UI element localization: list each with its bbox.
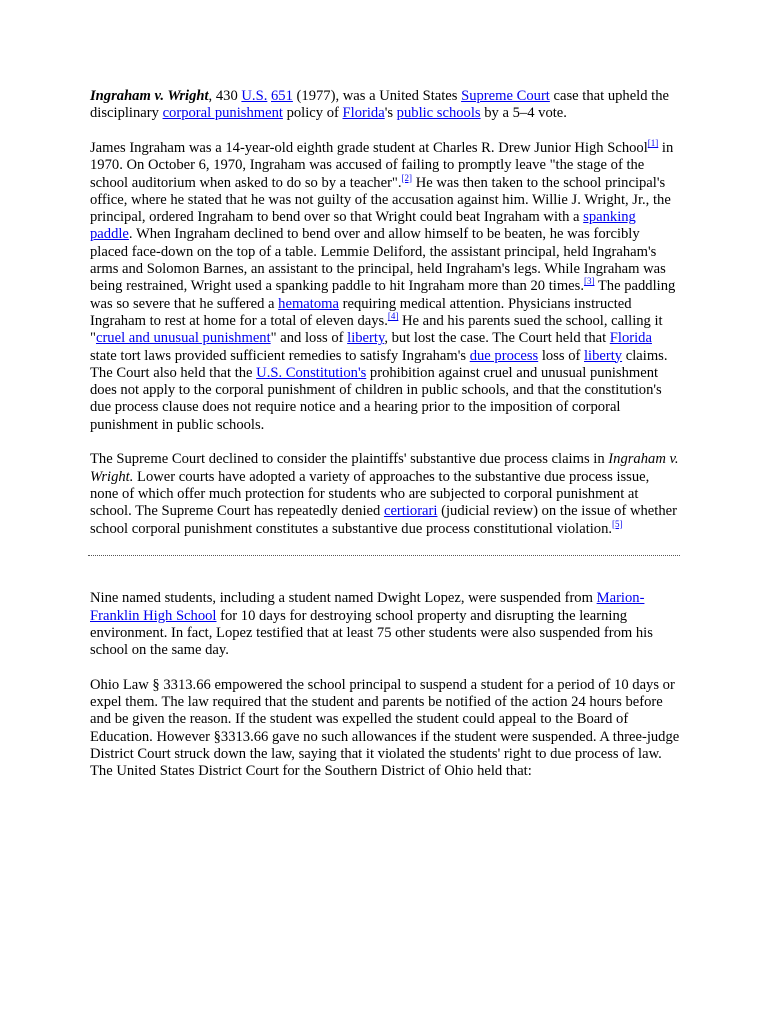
link-florida[interactable]: Florida: [342, 105, 385, 122]
paragraph-case-summary: Ingraham v. Wright, 430 U.S. 651 (1977), was a United States Supreme Court case that upheld the disciplinary corporal punishment policy of Florida's public schools by a 5–4 vote.: [90, 88, 670, 122]
link-due-process[interactable]: due process: [469, 347, 539, 364]
document-page: [90, 88, 680, 798]
link-public-schools[interactable]: public schools: [396, 105, 481, 122]
footnote-ref-4[interactable]: [4]: [387, 310, 399, 321]
footnote-ref-3[interactable]: [3]: [584, 276, 595, 287]
link-certiorari[interactable]: certiorari: [383, 503, 438, 520]
paragraph-case-facts: James Ingraham was a 14-year-old eighth grade student at Charles R. Drew Junior High School[1] in 1970. On October 6, 1970, Ingraham was accused of failing to promptly leave "the stage of the school auditorium when asked to do so by a teacher".[2] He was then taken to the school principal's office, where he stated that he was not guilty of the accusation against him. Willie J. Wright, Jr., the principal, ordered Ingraham to bend over so that Wright could beat Ingraham with a spanking paddle. When Ingraham declined to bend over and allow himself to be beaten, he was forcibly placed face-down on the top of a table. Lemmie Deliford, the assistant principal, held Ingraham's arms and Solomon Barnes, an assistant to the principal, held Ingraham's legs. While Ingraham was being restrained, Wright used a spanking paddle to hit Ingraham more than 20 times.[3] The paddling was so severe that he suffered a hematoma requiring medical attention. Physicians instructed Ingraham to rest at home for a total of eleven days.[4] He and his parents sued the school, calling it "cruel and unusual punishment" and loss of liberty, but lost the case. The Court held that Florida state tort laws provided sufficient remedies to satisfy Ingraham's due process loss of liberty claims. The Court also held that the U.S. Constitution's prohibition against cruel and unusual punishment does not apply to the corporal punishment of children in public schools, and that the constitution's due process clause does not require notice and a hearing prior to the imposition of corporal punishment in public schools.: [90, 137, 676, 433]
case-name: Ingraham v. Wright: [90, 88, 209, 104]
link-marion-franklin-high-school[interactable]: Marion-Franklin High School: [90, 590, 645, 624]
footnote-ref-1[interactable]: [1]: [647, 137, 659, 148]
paragraph-substantive-due-process: The Supreme Court declined to consider the plaintiffs' substantive due process claims in Ingraham v. Wright. Lower courts have adopted a variety of approaches to the substantive due process issue, none of which offer much protection for students who are subjected to corporal punishment at school. The Supreme Court has repeatedly denied certiorari (judicial review) on the issue of whether school corporal punishment constitutes a substantive due process constitutional violation.[5]: [90, 451, 679, 537]
link-us[interactable]: U.S.: [241, 88, 268, 104]
link-florida-2[interactable]: Florida: [609, 330, 652, 347]
paragraph-ohio-law: Ohio Law § 3313.66 empowered the school principal to suspend a student for a period of 10 days or expel them. The law required that the student and parents be notified of the action 24 hours before and be given the reason. If the student was expelled the student could appeal to the Board of Education. However §3313.66 gave no such allowances if the student were suspended. A three-judge District Court struck down the law, saying that it violated the students' right to due process of law. The United States District Court for the Southern District of Ohio held that:: [90, 676, 680, 780]
link-651[interactable]: 651: [271, 88, 293, 104]
section-divider: [88, 555, 680, 556]
case-name-italic: Ingraham v. Wright.: [90, 451, 679, 485]
link-liberty-2[interactable]: liberty: [584, 347, 623, 364]
link-liberty[interactable]: liberty: [347, 330, 385, 347]
link-corporal-punishment[interactable]: corporal punishment: [162, 105, 283, 122]
link-us-constitution[interactable]: U.S. Constitution's: [256, 364, 367, 381]
footnote-ref-2[interactable]: [2]: [401, 172, 413, 183]
link-supreme-court[interactable]: Supreme Court: [461, 88, 550, 104]
paragraph-lopez-suspension: Nine named students, including a student named Dwight Lopez, were suspended from Marion-Franklin High School for 10 days for destroying school property and disrupting the learning environment. In fact, Lopez testified that at least 75 other students were also suspended from his school on the same day.: [90, 590, 653, 659]
link-spanking-paddle[interactable]: spanking paddle: [90, 209, 636, 243]
footnote-ref-5[interactable]: [5]: [612, 518, 623, 529]
link-cruel-and-unusual-punishment[interactable]: cruel and unusual punishment: [95, 330, 271, 347]
link-hematoma[interactable]: hematoma: [278, 295, 339, 312]
